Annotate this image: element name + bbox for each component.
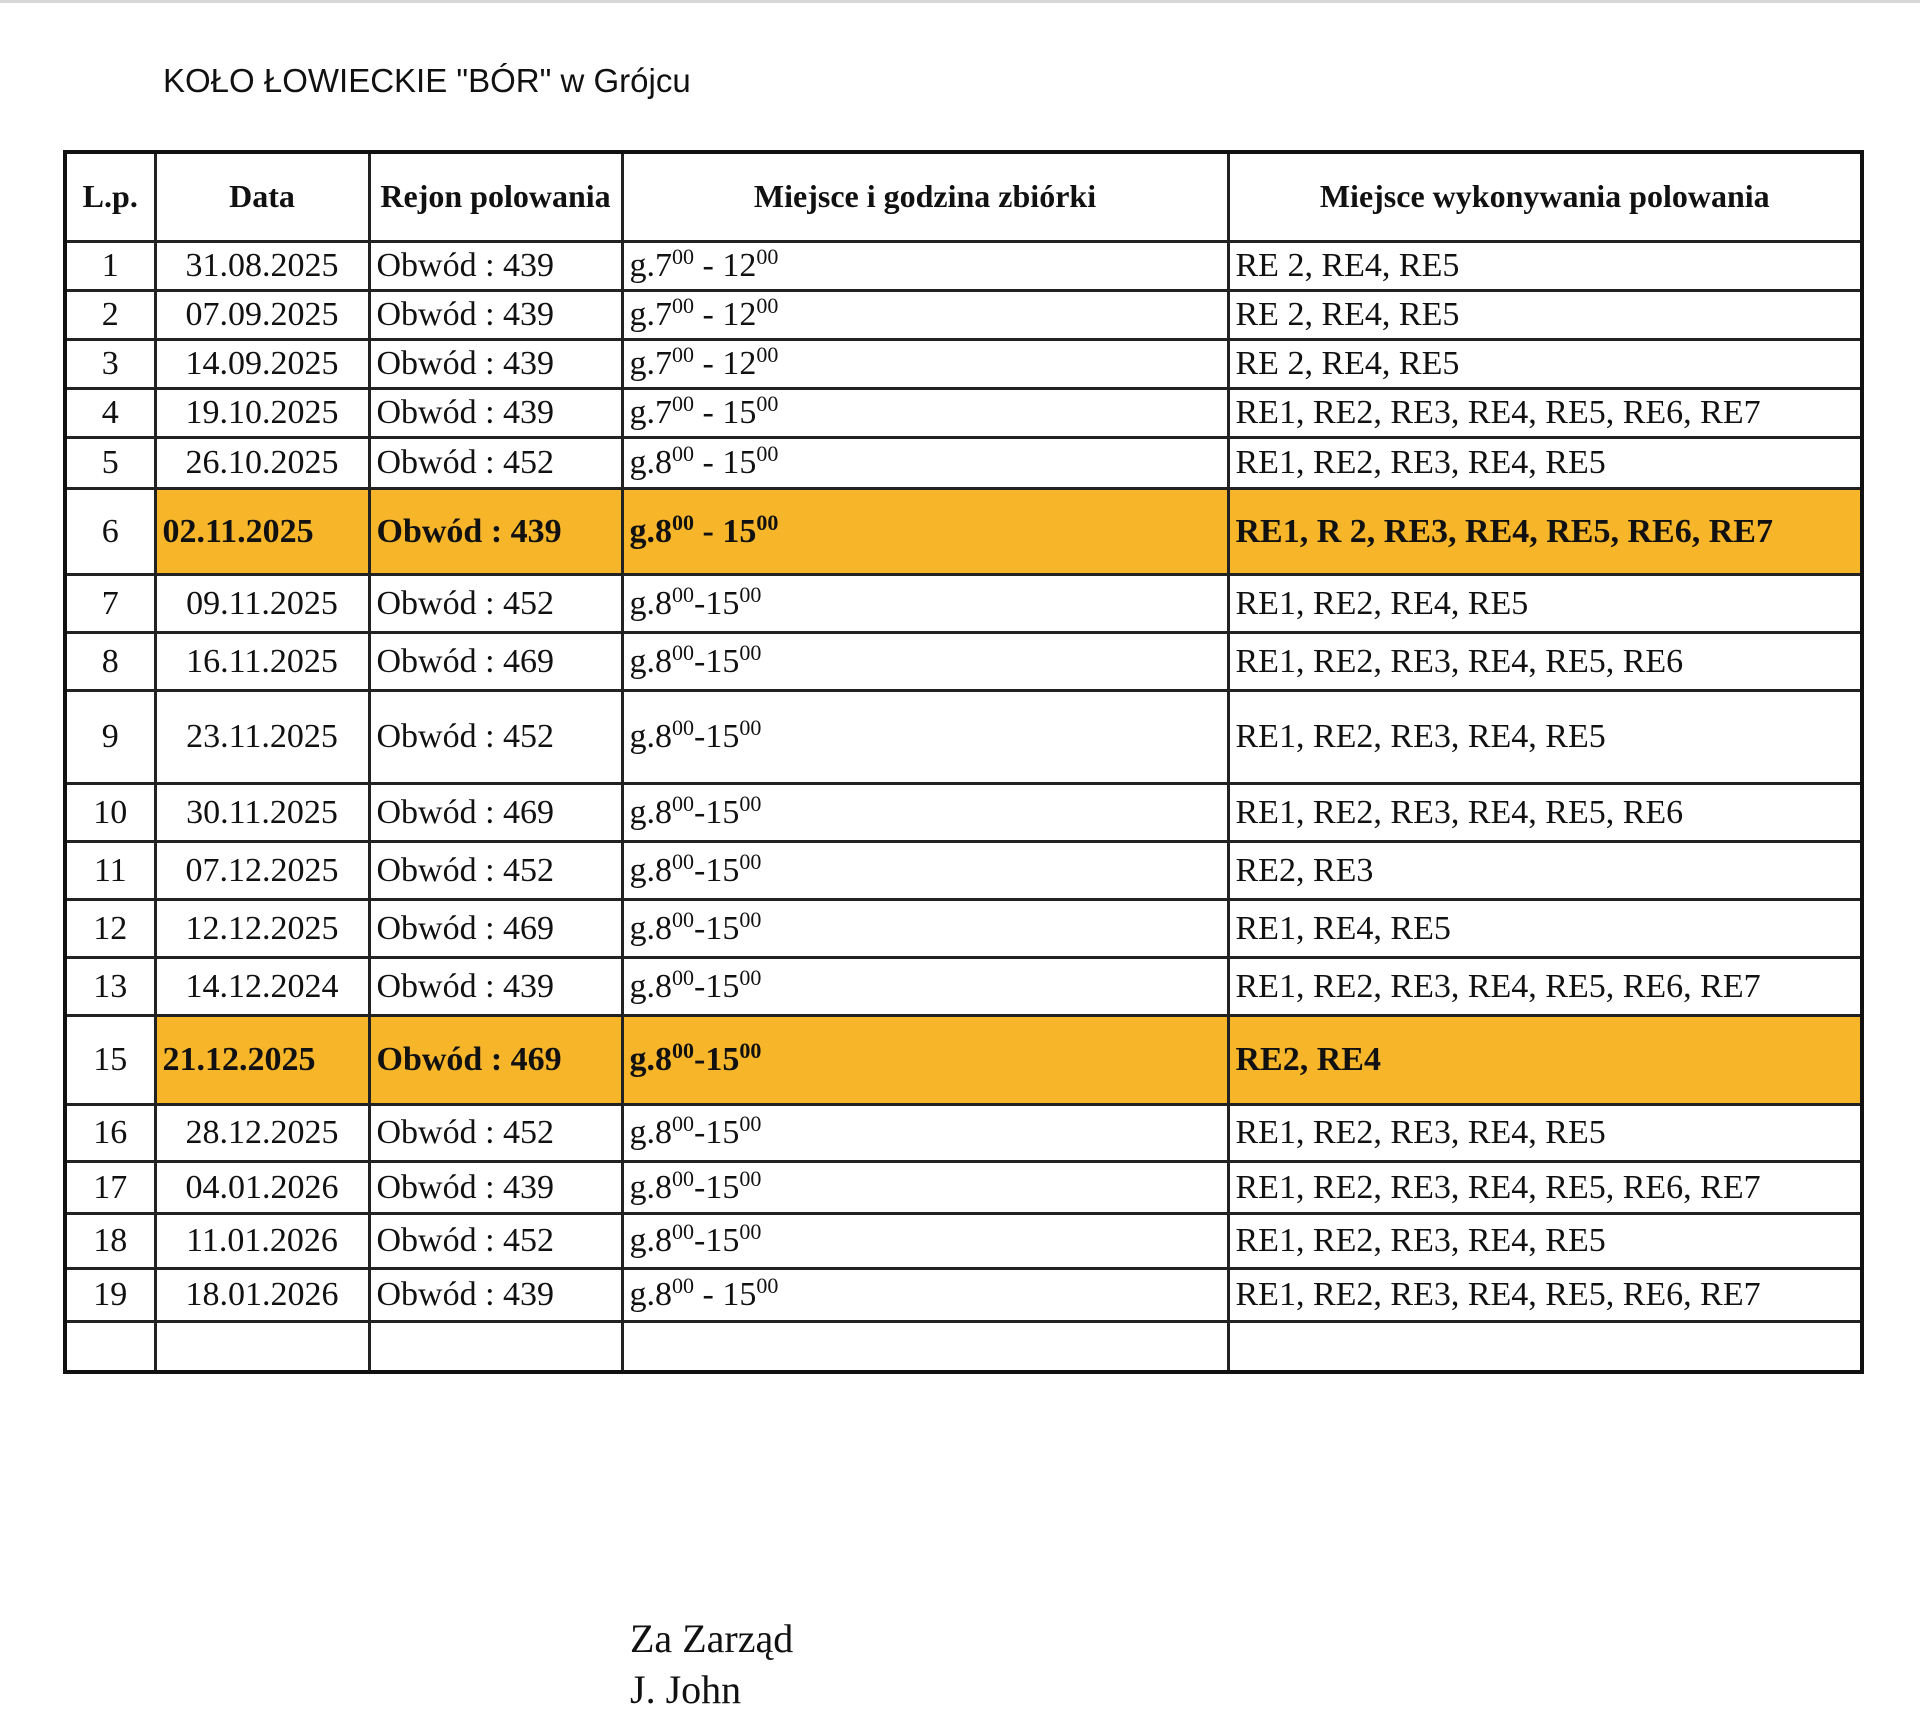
row-area: Obwód : 452	[369, 575, 622, 633]
time-separator: -	[694, 444, 723, 481]
column-header-hunt-place: Miejsce wykonywania polowania	[1228, 152, 1862, 242]
table-row	[65, 1016, 1862, 1105]
row-meeting-time	[622, 633, 1228, 691]
row-meeting-time	[622, 1105, 1228, 1162]
row-area: Obwód : 469	[369, 900, 622, 958]
row-date: 28.12.2025	[155, 1105, 369, 1162]
row-number: 17	[65, 1162, 155, 1214]
row-hunt-place: RE1, RE2, RE3, RE4, RE5	[1228, 691, 1862, 784]
table-row	[65, 842, 1862, 900]
row-hunt-place: RE 2, RE4, RE5	[1228, 291, 1862, 340]
time-end-hour: 15	[705, 1114, 740, 1151]
time-end-hour: 15	[705, 1041, 740, 1078]
time-end-hour: 12	[722, 296, 757, 333]
time-end-hour: 15	[705, 1222, 740, 1259]
time-end-minutes: 00	[756, 441, 779, 466]
row-hunt-place: RE2, RE4	[1228, 1016, 1862, 1105]
time-start-hour: g.7	[629, 247, 672, 284]
row-meeting-time	[622, 900, 1228, 958]
table-header-row	[65, 152, 1862, 242]
row-date: 09.11.2025	[155, 575, 369, 633]
row-date: 04.01.2026	[155, 1162, 369, 1214]
row-hunt-place: RE1, R 2, RE3, RE4, RE5, RE6, RE7	[1228, 489, 1862, 575]
table-row	[65, 389, 1862, 438]
row-date: 14.12.2024	[155, 958, 369, 1016]
time-start-hour: g.8	[629, 909, 672, 947]
time-end-minutes: 00	[756, 244, 779, 269]
time-end-minutes: 00	[739, 715, 762, 740]
time-start-minutes: 00	[672, 1038, 694, 1063]
time-separator: -	[694, 512, 723, 550]
row-number: 7	[65, 575, 155, 633]
table-body	[65, 242, 1862, 1373]
time-start-hour: g.7	[629, 394, 672, 431]
time-start-minutes: 00	[672, 342, 694, 367]
time-end-minutes: 00	[739, 581, 762, 607]
row-date: 07.09.2025	[155, 291, 369, 340]
table-row	[65, 1269, 1862, 1322]
time-start-minutes: 00	[672, 509, 694, 535]
time-end-hour: 15	[722, 444, 757, 481]
time-end-minutes: 00	[739, 1165, 762, 1191]
time-start-hour: g.8	[629, 512, 672, 550]
row-hunt-place: RE1, RE2, RE3, RE4, RE5, RE6, RE7	[1228, 1162, 1862, 1214]
time-end-minutes: 00	[739, 639, 762, 665]
row-number: 9	[65, 691, 155, 784]
table-row	[65, 438, 1862, 489]
time-start-hour: g.8	[629, 1222, 672, 1259]
time-start-hour: g.8	[629, 718, 672, 755]
time-end-hour: 15	[705, 642, 740, 680]
time-start-minutes: 00	[672, 1273, 694, 1298]
row-area: Obwód : 452	[369, 842, 622, 900]
signature-line-board: Za Zarząd	[630, 1616, 794, 1661]
column-header-meeting: Miejsce i godzina zbiórki	[622, 152, 1228, 242]
row-date: 21.12.2025	[155, 1016, 369, 1105]
row-meeting-time	[622, 242, 1228, 291]
time-separator: -	[694, 642, 706, 680]
time-start-hour: g.8	[629, 967, 672, 1005]
row-area: Obwód : 439	[369, 1269, 622, 1322]
row-number: 6	[65, 489, 155, 575]
row-date	[155, 1322, 369, 1373]
row-hunt-place	[1228, 1322, 1862, 1373]
time-start-minutes: 00	[672, 964, 694, 990]
time-start-minutes: 00	[672, 848, 694, 874]
row-date: 19.10.2025	[155, 389, 369, 438]
signature-line-name: J. John	[630, 1667, 742, 1712]
time-end-hour: 12	[722, 247, 757, 284]
row-meeting-time	[622, 691, 1228, 784]
row-date: 31.08.2025	[155, 242, 369, 291]
row-date: 26.10.2025	[155, 438, 369, 489]
time-end-hour: 15	[705, 967, 740, 1005]
row-area: Obwód : 439	[369, 489, 622, 575]
table-row	[65, 1105, 1862, 1162]
time-end-minutes: 00	[739, 790, 762, 816]
row-meeting-time	[622, 389, 1228, 438]
row-area	[369, 1322, 622, 1373]
time-separator: -	[694, 718, 706, 755]
row-hunt-place: RE1, RE2, RE4, RE5	[1228, 575, 1862, 633]
time-end-hour: 15	[722, 394, 757, 431]
row-meeting-time	[622, 958, 1228, 1016]
time-start-minutes: 00	[672, 1111, 694, 1136]
table-row	[65, 958, 1862, 1016]
time-end-hour: 15	[705, 584, 740, 622]
time-start-hour: g.8	[629, 1114, 672, 1151]
time-separator: -	[694, 1222, 706, 1259]
time-end-hour: 15	[705, 1168, 740, 1206]
row-hunt-place: RE1, RE2, RE3, RE4, RE5, RE6	[1228, 784, 1862, 842]
time-separator: -	[694, 345, 723, 382]
row-date: 16.11.2025	[155, 633, 369, 691]
row-number: 18	[65, 1214, 155, 1269]
row-area: Obwód : 452	[369, 438, 622, 489]
row-hunt-place: RE1, RE2, RE3, RE4, RE5	[1228, 1214, 1862, 1269]
row-area: Obwód : 439	[369, 389, 622, 438]
time-start-minutes: 00	[672, 1219, 694, 1244]
scan-edge	[0, 0, 1920, 3]
time-start-hour: g.8	[629, 584, 672, 622]
time-separator: -	[694, 1041, 706, 1078]
time-start-hour: g.8	[629, 1041, 672, 1078]
time-end-hour: 15	[722, 512, 757, 550]
row-hunt-place: RE1, RE2, RE3, RE4, RE5	[1228, 438, 1862, 489]
row-number: 10	[65, 784, 155, 842]
time-separator: -	[694, 909, 706, 947]
time-separator: -	[694, 793, 706, 831]
table-row	[65, 291, 1862, 340]
row-meeting-time	[622, 1214, 1228, 1269]
row-date: 12.12.2025	[155, 900, 369, 958]
row-number: 8	[65, 633, 155, 691]
time-start-hour: g.7	[629, 345, 672, 382]
row-area: Obwód : 439	[369, 340, 622, 389]
time-end-minutes: 00	[739, 906, 762, 932]
time-end-minutes: 00	[739, 964, 762, 990]
time-end-minutes: 00	[756, 1273, 779, 1298]
time-separator: -	[694, 1114, 706, 1151]
time-separator: -	[694, 1168, 706, 1206]
row-meeting-time	[622, 291, 1228, 340]
row-area: Obwód : 439	[369, 958, 622, 1016]
table-row	[65, 1162, 1862, 1214]
row-meeting-time	[622, 842, 1228, 900]
row-number: 5	[65, 438, 155, 489]
time-start-minutes: 00	[672, 293, 694, 318]
row-area: Obwód : 452	[369, 1214, 622, 1269]
row-hunt-place: RE 2, RE4, RE5	[1228, 242, 1862, 291]
time-start-hour: g.8	[629, 1276, 672, 1313]
signature-block	[630, 1613, 793, 1715]
column-header-date: Data	[155, 152, 369, 242]
row-hunt-place: RE1, RE2, RE3, RE4, RE5, RE6, RE7	[1228, 389, 1862, 438]
time-start-hour: g.8	[629, 793, 672, 831]
hunt-schedule-table	[63, 150, 1864, 1374]
time-end-hour: 15	[722, 1276, 757, 1313]
row-hunt-place: RE1, RE2, RE3, RE4, RE5, RE6, RE7	[1228, 1269, 1862, 1322]
row-number	[65, 1322, 155, 1373]
column-header-area-label: Rejon polowania	[380, 178, 611, 215]
row-number: 12	[65, 900, 155, 958]
row-number: 3	[65, 340, 155, 389]
table-row	[65, 340, 1862, 389]
row-area: Obwód : 452	[369, 1105, 622, 1162]
time-separator: -	[694, 1276, 723, 1313]
row-date: 14.09.2025	[155, 340, 369, 389]
row-hunt-place: RE1, RE2, RE3, RE4, RE5, RE6, RE7	[1228, 958, 1862, 1016]
row-area: Obwód : 439	[369, 291, 622, 340]
row-date: 18.01.2026	[155, 1269, 369, 1322]
time-end-hour: 12	[722, 345, 757, 382]
row-number: 1	[65, 242, 155, 291]
row-date: 07.12.2025	[155, 842, 369, 900]
row-area: Obwód : 469	[369, 1016, 622, 1105]
time-end-minutes: 00	[739, 1219, 762, 1244]
row-meeting-time	[622, 489, 1228, 575]
row-meeting-time	[622, 784, 1228, 842]
time-start-minutes: 00	[672, 391, 694, 416]
row-number: 4	[65, 389, 155, 438]
time-separator: -	[694, 394, 723, 431]
time-start-hour: g.8	[629, 642, 672, 680]
row-date: 11.01.2026	[155, 1214, 369, 1269]
row-number: 15	[65, 1016, 155, 1105]
row-meeting-time	[622, 340, 1228, 389]
table-row	[65, 242, 1862, 291]
row-hunt-place: RE1, RE4, RE5	[1228, 900, 1862, 958]
table-row	[65, 900, 1862, 958]
time-start-hour: g.7	[629, 296, 672, 333]
time-start-minutes: 00	[672, 581, 694, 607]
time-start-hour: g.8	[629, 851, 672, 889]
time-end-hour: 15	[705, 851, 740, 889]
row-hunt-place: RE1, RE2, RE3, RE4, RE5, RE6	[1228, 633, 1862, 691]
page-title: KOŁO ŁOWIECKIE "BÓR" w Grójcu	[163, 62, 691, 99]
column-header-lp: L.p.	[65, 152, 155, 242]
table-row	[65, 691, 1862, 784]
row-meeting-time	[622, 1322, 1228, 1373]
row-meeting-time	[622, 1016, 1228, 1105]
time-separator: -	[694, 584, 706, 622]
row-date: 30.11.2025	[155, 784, 369, 842]
row-area: Obwód : 452	[369, 691, 622, 784]
row-meeting-time	[622, 1269, 1228, 1322]
time-separator: -	[694, 967, 706, 1005]
row-number: 16	[65, 1105, 155, 1162]
time-end-minutes: 00	[756, 293, 779, 318]
table-row	[65, 633, 1862, 691]
row-meeting-time	[622, 575, 1228, 633]
row-area: Obwód : 469	[369, 633, 622, 691]
time-end-hour: 15	[705, 793, 740, 831]
time-end-minutes: 00	[739, 848, 762, 874]
time-start-minutes: 00	[672, 906, 694, 932]
row-area: Obwód : 439	[369, 242, 622, 291]
row-date: 23.11.2025	[155, 691, 369, 784]
row-number: 13	[65, 958, 155, 1016]
time-start-minutes: 00	[672, 639, 694, 665]
row-hunt-place: RE1, RE2, RE3, RE4, RE5	[1228, 1105, 1862, 1162]
time-start-minutes: 00	[672, 244, 694, 269]
time-end-hour: 15	[705, 718, 740, 755]
row-number: 19	[65, 1269, 155, 1322]
time-start-hour: g.8	[629, 1168, 672, 1206]
time-end-minutes: 00	[739, 1038, 762, 1063]
time-start-hour: g.8	[629, 444, 672, 481]
time-start-minutes: 00	[672, 1165, 694, 1191]
time-end-minutes: 00	[739, 1111, 762, 1136]
time-separator: -	[694, 296, 723, 333]
row-area: Obwód : 439	[369, 1162, 622, 1214]
table-row	[65, 1214, 1862, 1269]
time-separator: -	[694, 247, 723, 284]
time-separator: -	[694, 851, 706, 889]
row-hunt-place: RE 2, RE4, RE5	[1228, 340, 1862, 389]
row-hunt-place: RE2, RE3	[1228, 842, 1862, 900]
table-row	[65, 489, 1862, 575]
table-row	[65, 1322, 1862, 1373]
row-meeting-time	[622, 1162, 1228, 1214]
time-end-hour: 15	[705, 909, 740, 947]
time-start-minutes: 00	[672, 441, 694, 466]
table-row	[65, 575, 1862, 633]
row-number: 2	[65, 291, 155, 340]
row-number: 11	[65, 842, 155, 900]
row-meeting-time	[622, 438, 1228, 489]
time-start-minutes: 00	[672, 790, 694, 816]
time-end-minutes: 00	[756, 391, 779, 416]
table-row	[65, 784, 1862, 842]
time-end-minutes: 00	[756, 342, 779, 367]
time-start-minutes: 00	[672, 715, 694, 740]
column-header-area	[369, 152, 622, 242]
time-end-minutes: 00	[756, 509, 779, 535]
row-date: 02.11.2025	[155, 489, 369, 575]
row-area: Obwód : 469	[369, 784, 622, 842]
